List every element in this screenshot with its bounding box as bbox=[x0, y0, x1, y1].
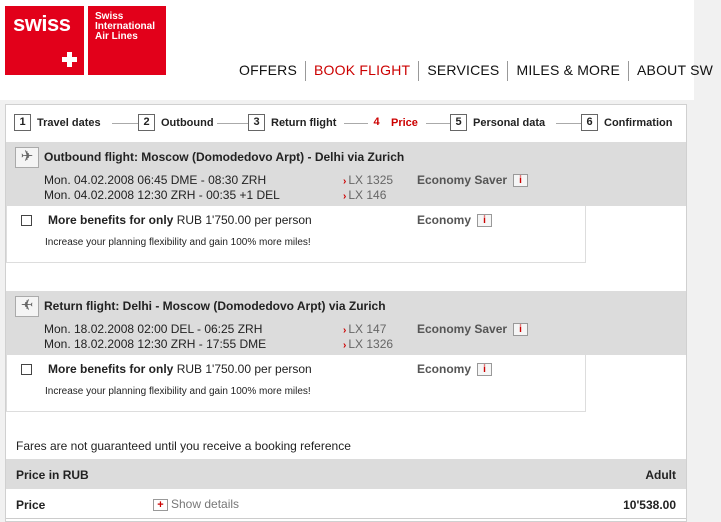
step-confirmation bbox=[581, 114, 672, 131]
outbound-segments bbox=[6, 172, 686, 206]
price-table-header bbox=[6, 459, 686, 489]
info-icon[interactable]: i bbox=[513, 174, 528, 187]
price-column-adult: Adult bbox=[645, 468, 676, 482]
info-icon[interactable]: i bbox=[477, 214, 492, 227]
plane-return-icon: ✈ bbox=[15, 296, 39, 317]
airline-name-line1: Swiss bbox=[95, 11, 124, 22]
upgrade-offer-bold: More benefits for only bbox=[48, 362, 174, 376]
fare-label: Economy Saver bbox=[417, 322, 508, 336]
outbound-title: Outbound flight: Moscow (Domodedovo Arpt) - Delhi via Zurich bbox=[44, 150, 405, 164]
step-connector bbox=[556, 123, 581, 124]
price-row bbox=[6, 489, 686, 519]
step-personal-data bbox=[450, 114, 545, 131]
upgrade-offer-title bbox=[48, 362, 312, 376]
info-icon[interactable]: i bbox=[513, 323, 528, 336]
step-travel-dates[interactable] bbox=[14, 114, 101, 131]
price-row-label: Price bbox=[16, 498, 46, 512]
step-price bbox=[368, 114, 418, 131]
step-label: Outbound bbox=[161, 116, 214, 129]
upgrade-fare-class bbox=[417, 213, 492, 227]
upgrade-offer-price: RUB 1'750.00 per person bbox=[176, 362, 312, 376]
outbound-upgrade-checkbox[interactable] bbox=[21, 215, 32, 226]
nav-miles-and-more[interactable]: MILES & MORE bbox=[508, 61, 629, 81]
step-outbound[interactable] bbox=[138, 114, 214, 131]
upgrade-offer-subtext: Increase your planning flexibility and gain 100% more miles! bbox=[45, 386, 311, 397]
return-fare-class bbox=[417, 322, 528, 336]
step-label: Return flight bbox=[271, 116, 337, 129]
step-label: Confirmation bbox=[604, 116, 673, 129]
upgrade-offer-title bbox=[48, 213, 312, 227]
step-connector bbox=[426, 123, 450, 124]
nav-about[interactable]: ABOUT SW bbox=[637, 62, 714, 78]
swiss-cross-icon bbox=[61, 51, 79, 69]
return-title: Return flight: Delhi - Moscow (Domodedovo Arpt) via Zurich bbox=[44, 299, 386, 313]
outbound-flight-number-1[interactable] bbox=[343, 173, 393, 187]
return-segments bbox=[6, 321, 686, 355]
upgrade-offer-price: RUB 1'750.00 per person bbox=[176, 213, 312, 227]
expand-plus-icon: + bbox=[153, 499, 168, 511]
price-currency-label: Price in RUB bbox=[16, 468, 89, 482]
airline-name-line3: Air Lines bbox=[95, 31, 138, 42]
nav-offers[interactable]: OFFERS bbox=[231, 61, 306, 81]
price-amount: 10'538.00 bbox=[623, 498, 676, 512]
flight-number-text: LX 1325 bbox=[348, 173, 394, 187]
red-arrow-icon: › bbox=[343, 176, 347, 187]
show-details-link[interactable] bbox=[153, 497, 239, 511]
nav-book-flight[interactable]: BOOK FLIGHT bbox=[306, 61, 419, 81]
outbound-fare-class bbox=[417, 173, 528, 187]
flight-number-text: LX 147 bbox=[348, 322, 387, 336]
step-number: 1 bbox=[14, 114, 31, 131]
swiss-logo[interactable] bbox=[5, 6, 84, 75]
step-number: 4 bbox=[368, 114, 385, 131]
fare-label: Economy Saver bbox=[417, 173, 508, 187]
site-header bbox=[0, 0, 714, 100]
step-number: 3 bbox=[248, 114, 265, 131]
outbound-segment-1: Mon. 04.02.2008 06:45 DME - 08:30 ZRH bbox=[44, 173, 267, 187]
upgrade-offer-subtext: Increase your planning flexibility and gain 100% more miles! bbox=[45, 237, 311, 248]
logo-word: swiss bbox=[13, 11, 71, 36]
top-navigation bbox=[231, 61, 721, 81]
flight-number-text: LX 1326 bbox=[348, 337, 394, 351]
outbound-upgrade-offer bbox=[6, 206, 586, 263]
info-icon[interactable]: i bbox=[477, 363, 492, 376]
nav-services[interactable]: SERVICES bbox=[419, 61, 508, 81]
step-label: Personal data bbox=[473, 116, 546, 129]
return-header bbox=[6, 291, 686, 321]
step-connector bbox=[217, 123, 248, 124]
step-connector bbox=[344, 123, 368, 124]
red-arrow-icon: › bbox=[343, 340, 347, 351]
return-upgrade-offer bbox=[6, 355, 586, 412]
step-number: 6 bbox=[581, 114, 598, 131]
booking-panel bbox=[5, 104, 687, 522]
return-upgrade-checkbox[interactable] bbox=[21, 364, 32, 375]
return-flight-number-1[interactable] bbox=[343, 322, 386, 336]
upgrade-fare-class bbox=[417, 362, 492, 376]
show-details-text: Show details bbox=[171, 497, 240, 511]
plane-departure-icon: ✈ bbox=[15, 147, 39, 168]
return-segment-1: Mon. 18.02.2008 02:00 DEL - 06:25 ZRH bbox=[44, 322, 263, 336]
upgrade-offer-bold: More benefits for only bbox=[48, 213, 174, 227]
red-arrow-icon: › bbox=[343, 191, 347, 202]
flight-number-text: LX 146 bbox=[348, 188, 387, 202]
fare-label: Economy bbox=[417, 213, 472, 227]
step-number: 5 bbox=[450, 114, 467, 131]
outbound-segment-2: Mon. 04.02.2008 12:30 ZRH - 00:35 +1 DEL bbox=[44, 188, 280, 202]
step-label: Travel dates bbox=[37, 116, 101, 129]
fare-label: Economy bbox=[417, 362, 472, 376]
return-flight-number-2[interactable] bbox=[343, 337, 393, 351]
airline-name-block bbox=[88, 6, 166, 75]
step-connector bbox=[112, 123, 138, 124]
step-label: Price bbox=[391, 116, 418, 129]
step-number: 2 bbox=[138, 114, 155, 131]
outbound-flight-number-2[interactable] bbox=[343, 188, 386, 202]
fare-guarantee-note: Fares are not guaranteed until you receive a booking reference bbox=[16, 439, 351, 453]
outbound-header bbox=[6, 142, 686, 172]
return-segment-2: Mon. 18.02.2008 12:30 ZRH - 17:55 DME bbox=[44, 337, 267, 351]
red-arrow-icon: › bbox=[343, 325, 347, 336]
airline-name-line2: International bbox=[95, 21, 156, 32]
step-return-flight[interactable] bbox=[248, 114, 336, 131]
